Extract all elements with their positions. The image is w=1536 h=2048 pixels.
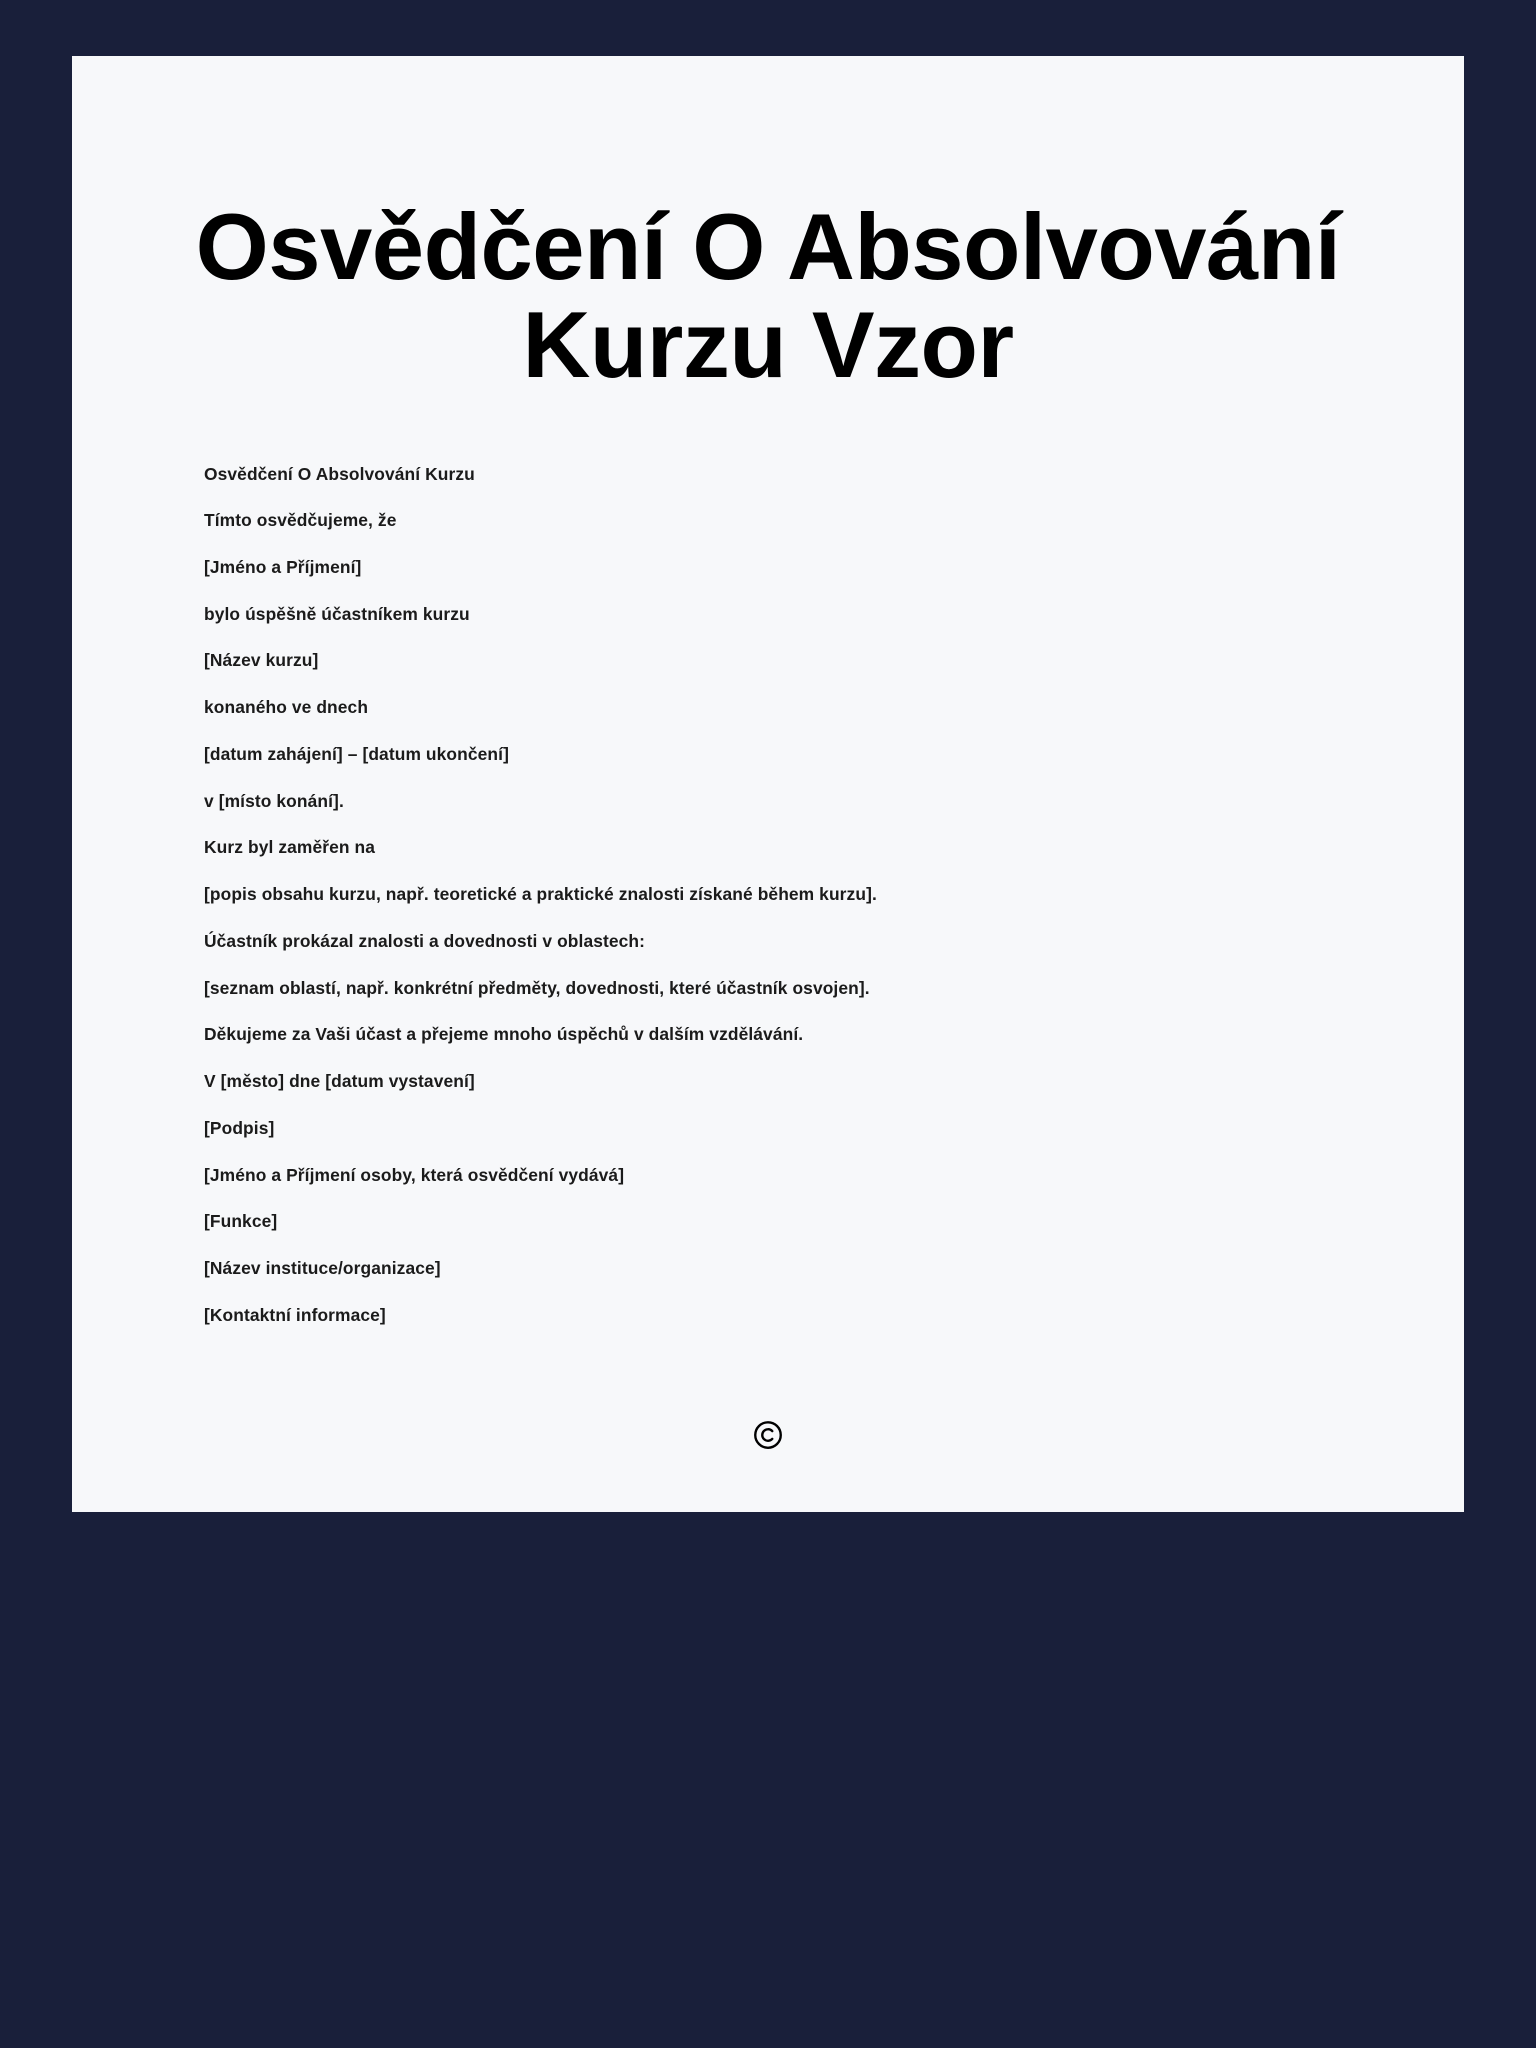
- body-line: Kurz byl zaměřen na: [204, 837, 376, 858]
- body-line: [Název kurzu]: [204, 650, 319, 671]
- body-line: V [město] dne [datum vystavení]: [204, 1071, 475, 1092]
- body-line: [Název instituce/organizace]: [204, 1257, 441, 1278]
- body-line: Děkujeme za Vaši účast a přejeme mnoho úspěchů v dalším vzdělávání.: [204, 1024, 804, 1045]
- body-line: [Kontaktní informace]: [204, 1304, 386, 1325]
- body-line: Osvědčení O Absolvování Kurzu: [204, 463, 475, 484]
- body-line: Účastník prokázal znalosti a dovednosti v oblastech:: [204, 930, 646, 951]
- body-line: [Funkce]: [204, 1211, 278, 1232]
- document-footer: [72, 1392, 1464, 1512]
- body-line: bylo úspěšně účastníkem kurzu: [204, 603, 470, 624]
- body-line: [seznam oblastí, např. konkrétní předměty, dovednosti, které účastník osvojen].: [204, 977, 870, 998]
- body-line: [popis obsahu kurzu, např. teoretické a praktické znalosti získané během kurzu].: [204, 884, 877, 905]
- body-line: konaného ve dnech: [204, 697, 369, 718]
- body-line: [Podpis]: [204, 1117, 275, 1138]
- body-line: [Jméno a Příjmení]: [204, 556, 362, 577]
- body-line: v [místo konání].: [204, 790, 344, 811]
- body-line: [datum zahájení] – [datum ukončení]: [204, 743, 509, 764]
- document-body: [72, 394, 1464, 1393]
- body-line: [Jméno a Příjmení osoby, která osvědčení vydává]: [204, 1164, 625, 1185]
- document-sheet: [72, 56, 1464, 1512]
- body-line: Tímto osvědčujeme, že: [204, 510, 397, 531]
- page-title: Osvědčení O Absolvování Kurzu Vzor: [195, 194, 1341, 397]
- copyright-icon: [753, 1420, 783, 1450]
